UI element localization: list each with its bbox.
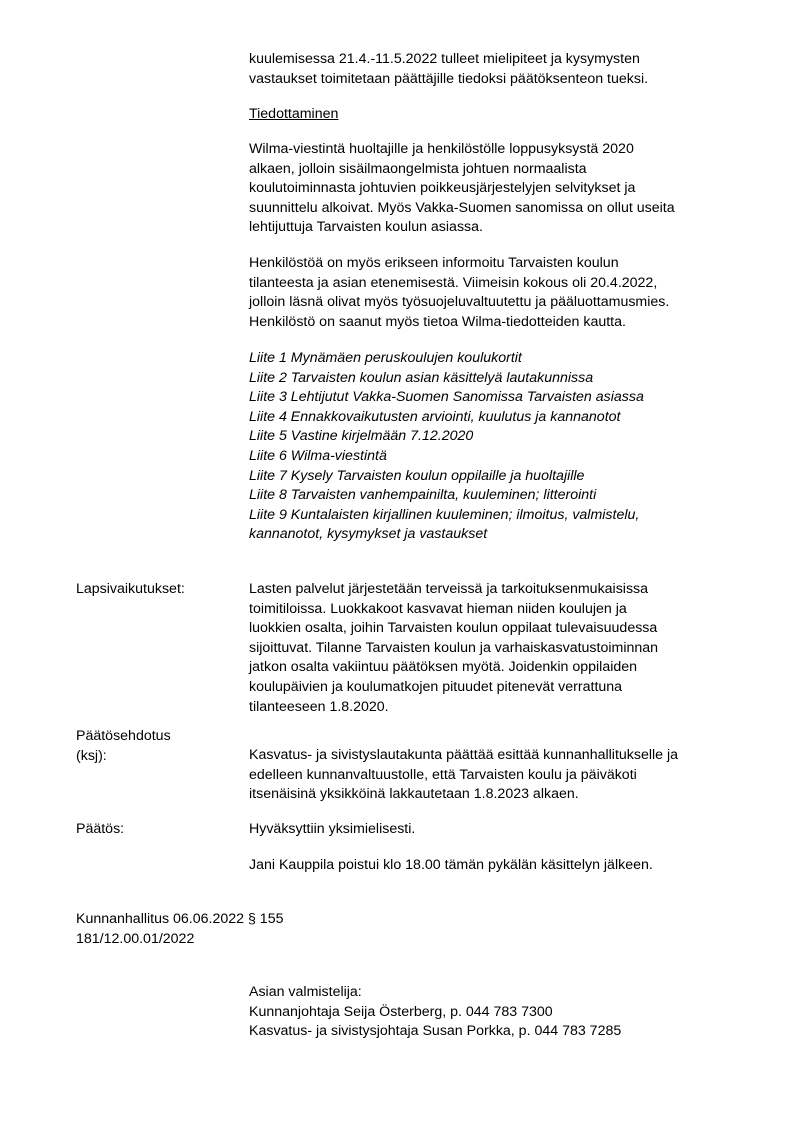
lapsivaikutukset-text xyxy=(249,580,658,717)
lapsivaikutukset-label: Lapsivaikutukset: xyxy=(76,581,185,597)
text-line: toimitiloissa. Luokkakoot kasvavat hieman niiden koulujen ja xyxy=(249,600,627,617)
kunnanhallitus-header xyxy=(76,910,283,949)
text-line: Henkilöstö on saanut myös tietoa Wilma-tiedotteiden kautta. xyxy=(249,313,626,330)
label-line: Päätösehdotus xyxy=(76,728,171,744)
paatosehdotus-label xyxy=(76,727,171,766)
attachment-item: Liite 5 Vastine kirjelmään 7.12.2020 xyxy=(249,428,474,445)
attachment-item: Liite 6 Wilma-viestintä xyxy=(249,447,387,464)
text-line: suunnittelu alkoivat. Myös Vakka-Suomen sanomissa on ollut useita xyxy=(249,199,675,216)
text-line: jatkon osalta vakiintuu päätöksen myötä. Joidenkin oppilaiden xyxy=(249,659,638,676)
text-line: Wilma-viestintä huoltajille ja henkilöstölle loppusyksystä 2020 xyxy=(249,141,634,157)
text-line: jolloin läsnä olivat myös työsuojeluvaltuutettu ja pääluottamusmies. xyxy=(249,294,670,311)
attachment-item: Liite 3 Lehtijutut Vakka-Suomen Sanomissa Tarvaisten asiassa xyxy=(249,389,644,406)
henkilosto-paragraph xyxy=(249,254,669,332)
attachment-item: kannanotot, kysymykset ja vastaukset xyxy=(249,526,488,543)
attachment-item: Liite 2 Tarvaisten koulun asian käsittelyä lautakunnissa xyxy=(249,369,594,386)
attachment-item: Liite 1 Mynämäen peruskoulujen koulukortit xyxy=(249,350,522,366)
paatos-label: Päätös: xyxy=(76,821,125,837)
wilma-paragraph xyxy=(249,140,675,238)
text-line: kuulemisessa 21.4.-11.5.2022 tulleet mielipiteet ja kysymysten xyxy=(249,51,640,67)
attachment-item: Liite 8 Tarvaisten vanhempainilta, kuuleminen; litterointi xyxy=(249,487,597,504)
text-line: itsenäisinä yksikköinä lakkautetaan 1.8.2023 alkaen. xyxy=(249,786,579,803)
text-line: koulutoiminnasta johtuvien poikkeusjärjestelyjen selvitykset ja xyxy=(249,180,636,197)
text-line: tilanteesta ja asian etenemisestä. Viimeisin kokous oli 20.4.2022, xyxy=(249,274,658,291)
text-line: lehtijuttuja Tarvaisten koulun asiassa. xyxy=(249,219,483,236)
paatosehdotus-text xyxy=(249,746,678,805)
text-line: edelleen kunnanvaltuustolle, että Tarvaisten koulu ja päiväkoti xyxy=(249,766,637,783)
text-line: alkaen, jolloin sisäilmaongelmista johtuen normaalista xyxy=(249,160,587,177)
valmistelija-block xyxy=(249,983,621,1042)
section-heading-tiedottaminen: Tiedottaminen xyxy=(249,106,339,122)
label-line: (ksj): xyxy=(76,747,107,764)
attachment-item: Liite 4 Ennakkovaikutusten arviointi, kuulutus ja kannanotot xyxy=(249,408,621,425)
text-line: koulupäivien ja koulumatkojen pituudet pitenevät verrattuna xyxy=(249,678,623,695)
text-line: Kasvatus- ja sivistyslautakunta päättää esittää kunnanhallitukselle ja xyxy=(249,747,679,763)
text-line: Kasvatus- ja sivistysjohtaja Susan Porkka, p. 044 783 7285 xyxy=(249,1023,622,1040)
text-line: Asian valmistelija: xyxy=(249,984,362,1000)
text-line: Henkilöstöä on myös erikseen informoitu Tarvaisten koulun xyxy=(249,255,619,271)
paatos-note: Jani Kauppila poistui klo 18.00 tämän pykälän käsittelyn jälkeen. xyxy=(249,857,653,873)
intro-paragraph xyxy=(249,50,648,89)
text-line: Kunnanhallitus 06.06.2022 § 155 xyxy=(76,911,284,927)
text-line: Lasten palvelut järjestetään terveissä ja tarkoituksenmukaisissa xyxy=(249,581,649,597)
paatos-text: Hyväksyttiin yksimielisesti. xyxy=(249,821,416,837)
text-line: Kunnanjohtaja Seija Österberg, p. 044 783 7300 xyxy=(249,1003,553,1020)
attachment-item: Liite 9 Kuntalaisten kirjallinen kuuleminen; ilmoitus, valmistelu, xyxy=(249,506,640,523)
text-line: tilanteeseen 1.8.2020. xyxy=(249,698,389,715)
text-line: vastaukset toimitetaan päättäjille tiedoksi päätöksenteon tueksi. xyxy=(249,70,649,87)
attachments-list xyxy=(249,349,644,545)
text-line: 181/12.00.01/2022 xyxy=(76,930,195,947)
text-line: luokkien osalta, joihin Tarvaisten koulun oppilaat tulevaisuudessa xyxy=(249,620,658,637)
text-line: sijoittuvat. Tilanne Tarvaisten koulun ja varhaiskasvatustoiminnan xyxy=(249,639,659,656)
attachment-item: Liite 7 Kysely Tarvaisten koulun oppilaille ja huoltajille xyxy=(249,467,585,484)
